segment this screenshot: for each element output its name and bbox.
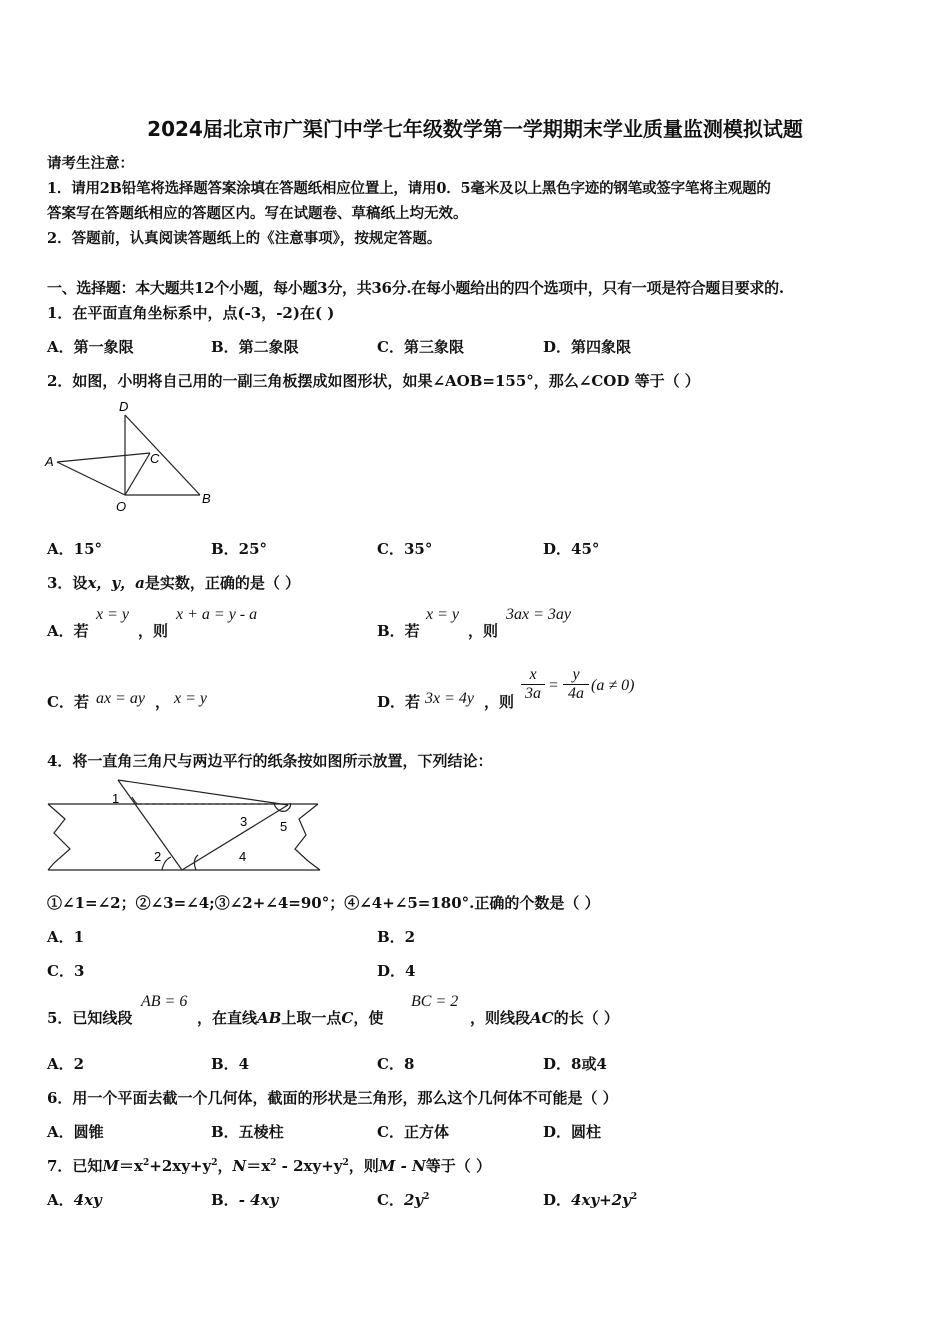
triangle-hypotenuse [182,805,288,870]
q2-option-a: A．15° [47,540,103,558]
q5-ab-length: AB = 6 [141,993,188,1010]
q5-option-c: C．8 [377,1055,415,1073]
q7-a-pre: A． [47,1191,74,1209]
angle-2-arc [162,857,171,870]
q5-bc-length: BC = 2 [411,993,459,1010]
label-b: B [202,491,211,506]
q3-option-d-mid: ，则 [484,693,515,711]
q7-eq2: ＝x [246,1157,271,1175]
q4-option-d: D．4 [377,962,416,980]
q7-sup-3: 2 [270,1158,277,1168]
q1-option-d: D．第四象限 [543,338,632,356]
line-ac [57,453,150,462]
q5-mid1: ，在直线 [197,1009,258,1027]
strip-left-tear [48,804,70,870]
q3-option-b-result: 3ax = 3ay [506,606,571,623]
notice-line1a: 1．请用2B铅笔将选择题答案涂填在答题纸相应位置上，请用0．5毫米及以上黑色字迹的钢笔或签字笔将主观题的 [47,180,771,197]
q3-option-a-cond: x = y [96,606,129,623]
q7-pre: 7．已知 [47,1157,103,1175]
q5-option-b: B．4 [211,1055,250,1073]
q4-claims: ①∠1=∠2；②∠3=∠4;③∠2+∠4=90°；④∠4+∠5=180°.正确的个数是（ ） [47,894,600,912]
q7-option-a [47,1189,102,1210]
q7-m-minus-n: M - N [378,1157,426,1175]
fraction-2-denominator: 4a [563,684,589,703]
notice-heading: 请考生注意： [47,155,134,172]
label-4: 4 [239,849,247,864]
line-oc [125,453,150,495]
q3-option-d-condition: (a ≠ 0) [591,677,635,694]
q7-c-pre: C． [377,1191,404,1209]
q3-option-d-equals: = [549,677,559,694]
page-title: 2024届北京市广渠门中学七年级数学第一学期期末学业质量监测模拟试题 [147,117,803,141]
q7-sup-4: 2 [342,1158,349,1168]
q6-option-b: B．五棱柱 [211,1123,284,1141]
q5-mid4: ，则线段 [470,1009,531,1027]
q3-option-d-fraction-2 [563,666,589,703]
strip-right-tear [295,804,320,870]
q7-stem [47,1155,491,1176]
q5-mid3: ，使 [353,1009,384,1027]
label-a: A [45,454,54,469]
q7-option-c [377,1189,429,1210]
q5-stem-mid [197,1007,383,1028]
q7-b-val: - 4xy [238,1191,279,1209]
q1-stem: 1．在平面直角坐标系中，点(-3，-2)在( ) [47,304,335,322]
q5-option-d: D．8或4 [543,1055,607,1073]
q3-stem-vars: x，y，a [87,574,145,592]
q3-option-a-result: x + a = y - a [176,606,258,623]
q3-stem [47,572,300,593]
q3-option-a-mid: ，则 [138,622,169,640]
label-2: 2 [154,849,162,864]
q5-post: 的长（ ） [553,1009,619,1027]
q5-ab-line: AB [257,1009,282,1027]
label-5: 5 [280,819,288,834]
section-heading: 一、选择题：本大题共12个小题，每小题3分，共36分.在每小题给出的四个选项中，只有一项是符合题目要求的. [47,279,784,297]
q3-option-b-mid: ，则 [468,622,499,640]
q6-option-c: C．正方体 [377,1123,449,1141]
q2-option-b: B．25° [211,540,268,558]
q7-c-sup: 2 [423,1192,430,1202]
label-c: C [150,451,160,466]
q7-d-sup: 2 [630,1192,638,1202]
fraction-1-numerator: x [529,666,537,683]
q3-option-c-result: x = y [174,690,207,707]
q7-eq1b: +2xy+y [149,1157,212,1175]
fraction-1-denominator: 3a [521,684,545,703]
notice-line2: 2．答题前，认真阅读答题纸上的《注意事项》，按规定答题。 [47,230,442,247]
label-o: O [116,499,127,514]
q3-option-c-cond: ax = ay [96,690,145,707]
q7-d-pre: D． [543,1191,572,1209]
label-1: 1 [112,791,120,806]
q7-option-b [211,1189,278,1210]
q1-option-c: C．第三象限 [377,338,464,356]
q3-option-a-pre: A．若 [47,622,89,640]
q2-stem: 2．如图，小明将自己用的一副三角板摆成如图形状，如果∠AOB=155°，那么∠COD 等于（ ） [47,372,700,390]
q7-b-pre: B． [211,1191,239,1209]
q4-option-c: C．3 [47,962,85,980]
q7-option-d [543,1189,637,1210]
q7-eq1: ＝x [119,1157,143,1175]
q3-option-d-cond: 3x = 4y [425,690,474,707]
q2-triangle-figure [40,395,230,520]
angle-4-arc [194,855,198,870]
q1-option-b: B．第二象限 [211,338,299,356]
q4-option-a: A．1 [47,928,85,946]
q3-option-c-pre: C．若 [47,693,89,711]
notice-line1b: 答案写在答题纸相应的答题区内。写在试题卷、草稿纸上均无效。 [47,205,468,222]
q3-option-c-mid: ， [155,693,171,711]
q7-sep: ， [217,1157,233,1175]
q6-option-d: D．圆柱 [543,1123,602,1141]
label-3: 3 [240,814,248,829]
q7-n: N [232,1157,247,1175]
q3-option-d-fraction-1 [521,666,545,703]
q3-stem-post: 是实数，正确的是（ ） [144,574,301,592]
q6-stem: 6．用一个平面去截一个几何体，截面的形状是三角形，那么这个几何体不可能是（ ） [47,1089,618,1107]
q7-a-val: 4xy [73,1191,102,1209]
q7-sep2: ，则 [348,1157,379,1175]
q7-eq2b: - 2xy+y [276,1157,343,1175]
q3-stem-pre: 3．设 [47,574,88,592]
q3-option-d-pre: D．若 [377,693,421,711]
q5-option-a: A．2 [47,1055,85,1073]
q4-option-b: B．2 [377,928,416,946]
q7-d-val: 4xy+2y [571,1191,631,1209]
q7-sup-2: 2 [211,1158,218,1168]
q3-option-b-cond: x = y [426,606,459,623]
q5-ac: AC [530,1009,554,1027]
q4-strip-figure [40,775,330,875]
q4-stem: 4．将一直角三角尺与两边平行的纸条按如图所示放置，下列结论： [47,752,493,770]
q6-option-a: A．圆锥 [47,1123,104,1141]
triangle-left-side [118,780,182,870]
q2-option-c: C．35° [377,540,433,558]
q5-point-c: C [341,1009,354,1027]
fraction-2-numerator: y [572,666,580,683]
q1-option-a: A．第一象限 [47,338,134,356]
q7-c-val: 2y [403,1191,424,1209]
line-db [125,415,200,495]
triangle-top-side [118,780,288,805]
q7-sup-1: 2 [143,1158,150,1168]
q5-stem-end [470,1007,619,1028]
q2-option-d: D．45° [543,540,600,558]
label-d: D [119,399,129,414]
line-ao [57,462,125,495]
q7-m: M [102,1157,120,1175]
q3-option-b-pre: B．若 [377,622,420,640]
q5-mid2: 上取一点 [281,1009,342,1027]
q5-pre: 5．已知线段 [47,1009,133,1027]
q7-post: 等于（ ） [425,1157,492,1175]
